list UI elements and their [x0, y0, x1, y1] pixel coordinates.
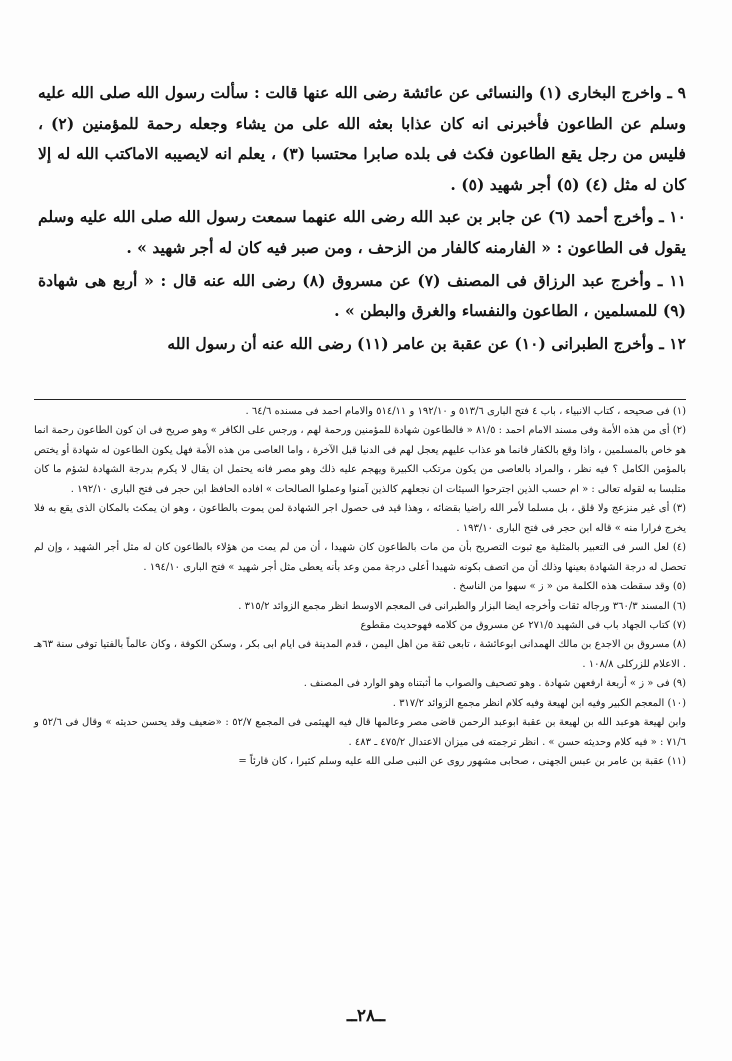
footnote-2: (٢) أى من هذه الأمة وفى مسند الامام احمد : ٨١/٥ « فالطاعون شهادة للمؤمنين ورحمة لهم ، ورجس على الكافر » وهو صريح فى ان كون الطاعون رحمة انما هو خاص بالمسلمين ، واذا وقع بالكفار فانما هو عذاب عليهم يعجل لهم فى الدنيا قبل الآخرة ، واما العاصى من هذه الأمة فهل يكون الطاعون له شهادة أو يختص بالمؤمن الكامل ؟ فيه نظر ، والمراد بالعاصى من يكون مرتكب الكبيرة ويهجم عليه ذلك وهو مصر فانه يحتمل ان يقال لا يكرم بدرجة الشهادة لشؤم ما كان متلبسا به لقوله تعالى : « ام حسب الذين اجترحوا السيئات ان نجعلهم كالذين آمنوا وعملوا الصالحات » افاده الحافظ ابن حجر فى فتح البارى ١٩٢/١٠ .: [34, 425, 686, 495]
hadith-paragraph-12: ١٢ ـ وأخرج الطبرانى (١٠) عن عقبة بن عامر (١١) رضى الله عنه أن رسول الله: [167, 333, 686, 353]
footnote-10: (١٠) المعجم الكبير وفيه ابن لهيعة وفيه كلام انظر مجمع الزوائد ٣١٧/٢ .: [392, 697, 686, 709]
footnotes: [34, 402, 686, 772]
footnote-1: (١) فى صحيحه ، كتاب الانبياء ، باب ٤ فتح البارى ٥١٣/٦ و ١٩٢/١٠ و ٥١٤/١١ والامام احمد فى مسنده ٦٤/٦ .: [245, 406, 686, 417]
footnote-7: (٧) كتاب الجهاد باب فى الشهيد ٢٧١/٥ عن مسروق من كلامه فهوحديث مقطوع: [360, 619, 686, 631]
hadith-paragraph-11: ١١ ـ وأخرج عبد الرزاق فى المصنف (٧) عن مسروق (٨) رضى الله عنه قال : « أربع هى شهادة (٩) للمسلمين ، الطاعون والنفساء والغرق والبطن » .: [38, 270, 687, 321]
footnote-11: (١١) عقبة بن عامر بن عبس الجهنى ، صحابى مشهور روى عن النبى صلى الله عليه وسلم كثيرا ، كان قارئاً =: [238, 756, 686, 768]
main-text: [38, 78, 686, 359]
footnote-divider: [34, 399, 686, 400]
page-number: ــ٢٨ــ: [346, 1006, 386, 1026]
hadith-paragraph-10: ١٠ ـ وأخرج أحمد (٦) عن جابر بن عبد الله رضى الله عنهما سمعت رسول الله صلى الله عليه وسلم يقول فى الطاعون : « الفارمنه كالفار من الزحف ، ومن صبر فيه كان له أجر شهيد » .: [38, 207, 686, 257]
footnote-4: (٤) لعل السر فى التعبير بالمثلية مع ثبوت التصريح بأن من مات بالطاعون كان شهيدا ، أن من لم يمت من هؤلاء بالطاعون كان له مثل أجر الشهيد ، وإن لم تحصل له درجة الشهادة بعينها وذلك أن من اتصف بكونه شهيدا أعلى درجة ممن وعد بأنه يعطى مثل أجر شهيد » فتح البارى ١٩٤/١٠ .: [34, 542, 686, 573]
footnote-5: (٥) وقد سقطت هذه الكلمة من « ز » سهوا من الناسخ .: [452, 581, 686, 593]
hadith-paragraph-9: ٩ ـ واخرج البخارى (١) والنسائى عن عائشة رضى الله عنها قالت : سألت رسول الله صلى الله عليه وسلم عن الطاعون فأخبرنى انه كان عذابا بعثه الله على من يشاء وجعله رحمة للمؤمنين (٢) ، فليس من رجل يقع الطاعون فكث فى بلده صابرا محتسبا (٣) ، يعلم انه لايصيبه الاماكتب الله له إلا كان له مثل (٤) (٥) أجر شهيد (٥) .: [38, 83, 686, 194]
footnote-3: (٣) أى غير منزعج ولا قلق ، بل مسلما لأمر الله راضيا بقضائه ، وهذا قيد فى حصول اجر الشهادة لمن يموت بالطاعون ، وهو ان يمكث بالمكان الذى يقع به فلا يخرج فرارا منه » قاله ابن حجر فى فتح البارى ١٩٣/١٠ .: [34, 503, 686, 534]
footnote-8: (٨) مسروق بن الاجدع بن مالك الهمدانى ابوعائشة ، تابعى ثقة من اهل اليمن ، قدم المدينة فى ايام ابى بكر ، وسكن الكوفة ، وكان عالماً بالفتيا توفى سنة ٦٣هـ . الاعلام للزركلى ١٠٨/٨ .: [34, 639, 686, 670]
footnote-9: (٩) فى « ز » أربعة ارفعهن شهادة . وهو تصحيف والصواب ما أثبتناه وهو الوارد فى المصنف .: [303, 678, 686, 690]
footnote-6: (٦) المسند ٣٦٠/٣ ورجاله ثقات وأخرجه ايضا البزار والطبرانى فى المعجم الاوسط انظر مجمع الزوائد ٣١٥/٢ .: [238, 600, 686, 612]
footnote-10-continued: وابن لهيعة هوعبد الله بن لهيعة بن عقبة ابوعبد الرحمن قاضى مصر وعالمها قال فيه الهيثمى فى المجمع ٥٢/٧ : «ضعيف وقد يحسن حديثه » وقال فى ٥٢/٦ و ٧١/٦ : « فيه كلام وحديثه حسن » . انظر ترجمته فى ميزان الاعتدال ٤٧٥/٢ ـ ٤٨٣ .: [34, 717, 687, 748]
